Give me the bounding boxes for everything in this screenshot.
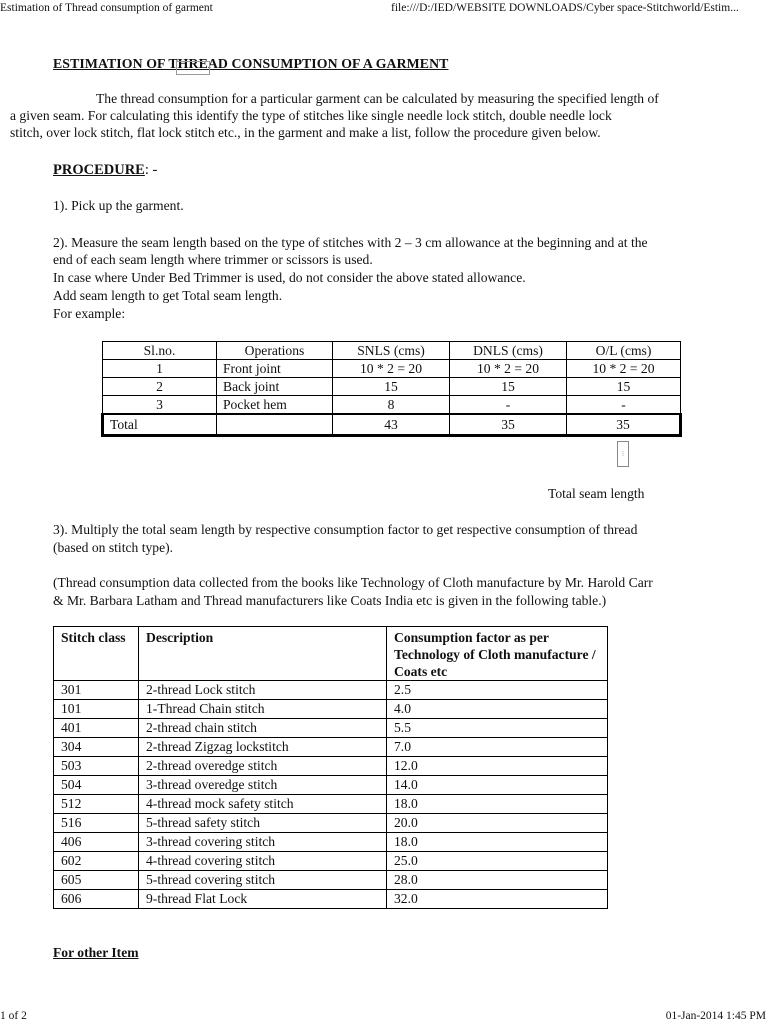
table-cell: 504 xyxy=(54,776,139,795)
table-cell: 5-thread safety stitch xyxy=(139,814,387,833)
table-cell: 4-thread covering stitch xyxy=(139,852,387,871)
table-cell: 4-thread mock safety stitch xyxy=(139,795,387,814)
table-cell: 32.0 xyxy=(387,890,608,909)
header-cell: Consumption factor as per Technology of Cloth manufacture / Coats etc xyxy=(387,627,608,681)
table-cell: 5-thread covering stitch xyxy=(139,871,387,890)
table-row xyxy=(54,852,608,871)
table-row xyxy=(54,833,608,852)
page-counter: 1 of 2 xyxy=(0,1010,27,1022)
intro-line: stitch, over lock stitch, flat lock stitch etc., in the garment and make a list, follow the procedure given below. xyxy=(10,125,601,140)
step-3-line: (based on stitch type). xyxy=(53,540,174,555)
total-seam-length-label: Total seam length xyxy=(548,486,645,501)
table-cell: 2-thread Zigzag lockstitch xyxy=(139,738,387,757)
table-header-row xyxy=(103,342,681,360)
table-row xyxy=(103,396,681,415)
table-cell: 2-thread overedge stitch xyxy=(139,757,387,776)
table-row xyxy=(54,871,608,890)
table-cell: 18.0 xyxy=(387,795,608,814)
step-2-line: end of each seam length where trimmer or scissors is used. xyxy=(53,252,373,267)
table-cell: 9-thread Flat Lock xyxy=(139,890,387,909)
table-cell: Total xyxy=(103,414,217,436)
other-item-heading: For other Item xyxy=(53,945,139,960)
print-header-title: Estimation of Thread consumption of garment xyxy=(0,2,213,14)
table-cell: 10 * 2 = 20 xyxy=(333,360,450,378)
table-cell: 7.0 xyxy=(387,738,608,757)
table-cell: 516 xyxy=(54,814,139,833)
table-cell: 2.5 xyxy=(387,681,608,700)
table-cell: 14.0 xyxy=(387,776,608,795)
table-row xyxy=(54,814,608,833)
consumption-factor-table xyxy=(53,626,608,909)
intro-paragraph xyxy=(10,90,723,141)
document-title: ESTIMATION OF THREAD CONSUMPTION OF A GARMENT xyxy=(53,56,449,71)
table-cell: 605 xyxy=(54,871,139,890)
table-header-row xyxy=(54,627,608,681)
table-cell: 2-thread chain stitch xyxy=(139,719,387,738)
table-cell: - xyxy=(567,396,681,415)
table-cell xyxy=(217,414,333,436)
table-row xyxy=(54,700,608,719)
table-row xyxy=(54,757,608,776)
table-cell: 304 xyxy=(54,738,139,757)
header-cell: Operations xyxy=(217,342,333,360)
table-row xyxy=(54,738,608,757)
table-row xyxy=(54,776,608,795)
table-cell: 8 xyxy=(333,396,450,415)
table-row xyxy=(103,360,681,378)
table-cell: 20.0 xyxy=(387,814,608,833)
table-row xyxy=(54,719,608,738)
table-cell: 512 xyxy=(54,795,139,814)
header-cell: O/L (cms) xyxy=(567,342,681,360)
table-cell: 503 xyxy=(54,757,139,776)
table-cell: 101 xyxy=(54,700,139,719)
print-header-url: file:///D:/IED/WEBSITE DOWNLOADS/Cyber space-Stitchworld/Estim... xyxy=(391,2,739,14)
header-cell: Stitch class xyxy=(54,627,139,681)
procedure-heading-suffix: : - xyxy=(144,162,158,178)
intro-line: a given seam. For calculating this identify the type of stitches like single needle lock stitch, double needle lock xyxy=(10,108,612,123)
header-cell: Sl.no. xyxy=(103,342,217,360)
table-cell: 301 xyxy=(54,681,139,700)
table-cell: 12.0 xyxy=(387,757,608,776)
note-line: (Thread consumption data collected from the books like Technology of Cloth manufacture by Mr. Harold Carr xyxy=(53,575,653,590)
step-2-line: In case where Under Bed Trimmer is used, do not consider the above stated allowance. xyxy=(53,270,526,285)
table-cell: Pocket hem xyxy=(217,396,333,415)
edit-mark-icon xyxy=(176,61,210,75)
table-cell: 25.0 xyxy=(387,852,608,871)
table-cell: 18.0 xyxy=(387,833,608,852)
table-total-row xyxy=(103,414,681,436)
step-2-line: For example: xyxy=(53,306,126,321)
procedure-heading xyxy=(53,162,157,179)
table-cell: 401 xyxy=(54,719,139,738)
note-line: & Mr. Barbara Latham and Thread manufacturers like Coats India etc is given in the following table.) xyxy=(53,593,607,608)
step-3-line: 3). Multiply the total seam length by respective consumption factor to get respective consumption of thread xyxy=(53,522,638,537)
table-cell: 2-thread Lock stitch xyxy=(139,681,387,700)
intro-line: The thread consumption for a particular garment can be calculated by measuring the specified length of xyxy=(96,91,659,106)
procedure-heading-text: PROCEDURE xyxy=(53,162,145,178)
table-cell: 10 * 2 = 20 xyxy=(567,360,681,378)
table-cell: 2 xyxy=(103,378,217,396)
table-row xyxy=(103,378,681,396)
table-cell: 35 xyxy=(567,414,681,436)
table-cell: 15 xyxy=(333,378,450,396)
table-cell: 3 xyxy=(103,396,217,415)
table-cell: 602 xyxy=(54,852,139,871)
step-1: 1). Pick up the garment. xyxy=(53,198,184,213)
step-2-line: Add seam length to get Total seam length. xyxy=(53,288,283,303)
table-cell: 5.5 xyxy=(387,719,608,738)
print-timestamp: 01-Jan-2014 1:45 PM xyxy=(665,1010,766,1022)
brace-marker-icon: ⁝ xyxy=(617,441,629,467)
table-cell: 15 xyxy=(450,378,567,396)
seam-length-table xyxy=(101,341,682,437)
table-cell: 10 * 2 = 20 xyxy=(450,360,567,378)
table-cell: 15 xyxy=(567,378,681,396)
table-cell: 4.0 xyxy=(387,700,608,719)
header-cell: SNLS (cms) xyxy=(333,342,450,360)
table-cell: 606 xyxy=(54,890,139,909)
table-row xyxy=(54,890,608,909)
table-cell: 35 xyxy=(450,414,567,436)
header-cell: DNLS (cms) xyxy=(450,342,567,360)
header-cell: Description xyxy=(139,627,387,681)
table-cell: 406 xyxy=(54,833,139,852)
table-cell: 3-thread overedge stitch xyxy=(139,776,387,795)
table-cell: Back joint xyxy=(217,378,333,396)
table-row xyxy=(54,681,608,700)
table-cell: - xyxy=(450,396,567,415)
table-cell: 1 xyxy=(103,360,217,378)
table-cell: 3-thread covering stitch xyxy=(139,833,387,852)
table-row xyxy=(54,795,608,814)
table-cell: 1-Thread Chain stitch xyxy=(139,700,387,719)
step-2-line: 2). Measure the seam length based on the type of stitches with 2 – 3 cm allowance at the beginning and at the xyxy=(53,235,648,250)
table-cell: 43 xyxy=(333,414,450,436)
table-cell: 28.0 xyxy=(387,871,608,890)
table-cell: Front joint xyxy=(217,360,333,378)
